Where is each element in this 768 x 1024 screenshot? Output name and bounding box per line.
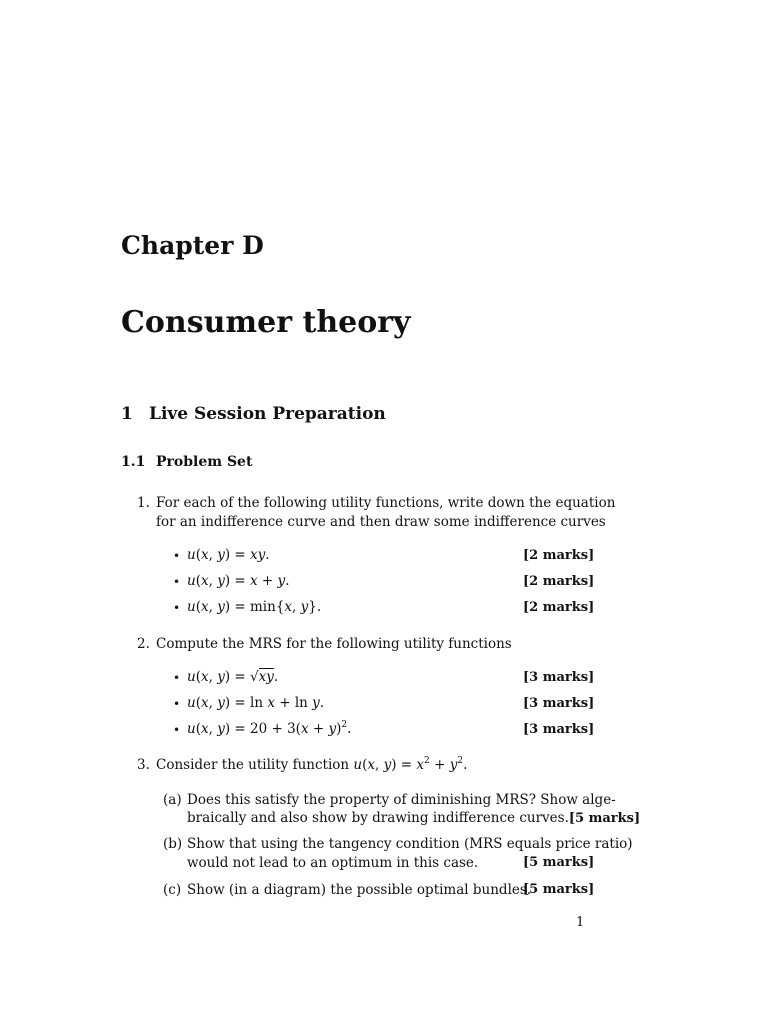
q1-utility-3: u(x, y) = min{x, y}.: [187, 599, 322, 615]
q3-part-a-marks: [5 marks]: [568, 811, 641, 826]
q1-line2: for an indifference curve and then draw some indifference curves: [156, 514, 606, 530]
q3-line1: Consider the utility function u(x, $y) = x^2 + y^2$.: [156, 756, 468, 773]
q3-number: 3.: [137, 757, 150, 773]
q3-part-a-line2: braically and also show by drawing indifference curves.[5 marks]: [187, 810, 641, 826]
q1-utility-1: u(x, y) = xy.: [187, 547, 270, 563]
q2-marks-1: [3 marks]: [523, 670, 595, 685]
q1-marks-1: [2 marks]: [523, 548, 595, 563]
q2-marks-2: [3 marks]: [523, 696, 595, 711]
q2-marks-3: [3 marks]: [523, 722, 595, 737]
chapter-title: Consumer theory: [121, 305, 411, 340]
q3-part-a-label: (a): [163, 792, 182, 808]
bullet-icon: •: [173, 697, 181, 711]
q3-part-b-label: (b): [163, 836, 183, 852]
q1-marks-2: [2 marks]: [523, 574, 595, 589]
q1-marks-3: [2 marks]: [523, 600, 595, 615]
q2-utility-2: u(x, y) = ln x + ln y.: [187, 695, 325, 711]
q3-part-a-line1: Does this satisfy the property of diminishing MRS? Show alge-: [187, 792, 616, 808]
q3-part-b-line2: would not lead to an optimum in this case.: [187, 855, 479, 871]
section-number: 1: [121, 404, 133, 424]
q3-part-b-line1: Show that using the tangency condition (MRS equals price ratio): [187, 836, 633, 852]
chapter-label: Chapter D: [121, 231, 264, 260]
bullet-icon: •: [173, 671, 181, 685]
subsection-title: Problem Set: [156, 454, 253, 470]
page-number: 1: [576, 915, 585, 930]
q3-part-c-label: (c): [163, 882, 182, 898]
q3-part-c-line1: Show (in a diagram) the possible optimal bundles.: [187, 882, 532, 898]
bullet-icon: •: [173, 549, 181, 563]
bullet-icon: •: [173, 723, 181, 737]
q1-line1: For each of the following utility functions, write down the equation: [156, 495, 616, 511]
section-title: Live Session Preparation: [149, 404, 386, 424]
q2-utility-3: u(x, $y) = 20 + 3(x + y)^2$.: [187, 720, 352, 737]
q1-utility-2: u(x, y) = x + y.: [187, 573, 290, 589]
subsection-number: 1.1: [121, 454, 146, 470]
q2-number: 2.: [137, 636, 150, 652]
q2-line1: Compute the MRS for the following utility functions: [156, 636, 512, 652]
q3-part-c-marks: [5 marks]: [523, 882, 595, 897]
q2-utility-1: u(x, y) = √xy.: [187, 669, 279, 685]
bullet-icon: •: [173, 601, 181, 615]
bullet-icon: •: [173, 575, 181, 589]
q3-part-b-marks: [5 marks]: [523, 855, 595, 870]
q1-number: 1.: [137, 495, 150, 511]
